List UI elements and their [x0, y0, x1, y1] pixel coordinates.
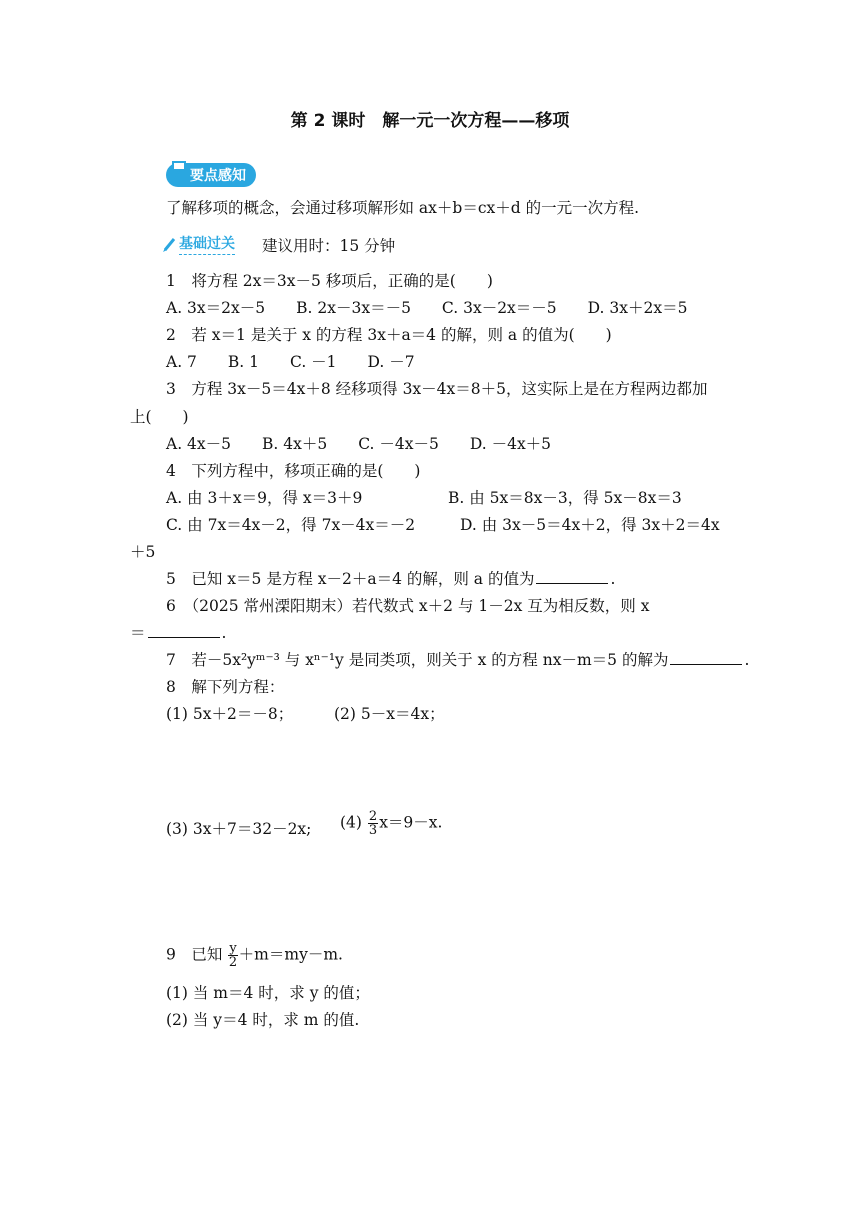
basic-section-label: 基础过关 — [179, 233, 235, 255]
q6-cont — [130, 622, 226, 644]
q9-fraction-numerator: y — [229, 941, 237, 956]
q8-part4-rest: x＝9－x. — [379, 813, 443, 832]
q8-part3: (3) 3x＋7＝32－2x; — [166, 820, 312, 838]
q8-fraction-denominator: 3 — [368, 823, 378, 838]
q6-equals: ＝ — [130, 624, 146, 642]
q4-option-d-cont: ＋5 — [130, 543, 156, 561]
q4-stem: 4 下列方程中，移项正确的是( ) — [166, 462, 421, 480]
q9-rest: ＋m＝my－m. — [238, 945, 343, 964]
q5 — [166, 568, 615, 590]
q7-end: . — [744, 651, 750, 669]
q9-fraction — [228, 942, 237, 969]
q9-part2: (2) 当 y＝4 时，求 m 的值. — [166, 1011, 360, 1029]
q5-end: . — [610, 570, 616, 588]
pushpin-icon — [170, 160, 188, 182]
q4-option-c: C. 由 7x＝4x－2，得 7x－4x＝－2 — [166, 516, 416, 534]
q3-stem-cont: 上( ) — [130, 408, 189, 426]
q4-option-b: B. 由 5x＝8x－3，得 5x－8x＝3 — [448, 489, 682, 507]
q8-fraction — [368, 810, 378, 837]
q1-options: A. 3x＝2x－5 B. 2x－3x＝－5 C. 3x－2x＝－5 D. 3x＋2x＝5 — [166, 299, 688, 317]
q8-part2: (2) 5－x＝4x； — [334, 705, 445, 723]
q3-options: A. 4x－5 B. 4x＋5 C. －4x－5 D. －4x＋5 — [166, 435, 552, 453]
q8-fraction-numerator: 2 — [368, 809, 378, 824]
q8-part4-label: (4) — [340, 813, 362, 832]
q8-part1: (1) 5x＋2＝－8； — [166, 705, 294, 723]
key-points-badge — [166, 163, 256, 187]
q3-stem: 3 方程 3x－5＝4x＋8 经移项得 3x－4x＝8＋5，这实际上是在方程两边都加 — [166, 380, 708, 398]
q9-part1: (1) 当 m＝4 时，求 y 的值； — [166, 984, 370, 1002]
q9-stem — [166, 942, 343, 969]
q8-part4 — [340, 810, 442, 837]
q4-option-a: A. 由 3＋x＝9，得 x＝3＋9 — [166, 489, 363, 507]
q9-fraction-denominator: 2 — [228, 955, 238, 970]
q6-end: . — [221, 624, 227, 642]
suggested-time: 建议用时：15 分钟 — [262, 237, 396, 255]
q2-options: A. 7 B. 1 C. －1 D. －7 — [166, 353, 415, 371]
q6-answer-blank — [148, 623, 220, 638]
q7-answer-blank — [670, 650, 742, 665]
key-points-text: 了解移项的概念，会通过移项解形如 ax＋b＝cx＋d 的一元一次方程. — [166, 199, 640, 217]
pencil-icon — [162, 236, 176, 252]
basic-section-badge — [162, 233, 235, 255]
q7-text: 7 若－5x²yᵐ⁻³ 与 xⁿ⁻¹y 是同类项，则关于 x 的方程 nx－m＝5 的解为 — [166, 651, 669, 669]
q5-answer-blank — [536, 569, 608, 584]
page-title: 第 2 课时 解一元一次方程——移项 — [290, 111, 570, 131]
q5-text: 5 已知 x＝5 是方程 x－2＋a＝4 的解，则 a 的值为 — [166, 570, 535, 588]
q7 — [166, 649, 749, 671]
q1-stem: 1 将方程 2x＝3x－5 移项后，正确的是( ) — [166, 272, 493, 290]
q4-option-d: D. 由 3x－5＝4x＋2，得 3x＋2＝4x — [460, 516, 720, 534]
q2-stem: 2 若 x＝1 是关于 x 的方程 3x＋a＝4 的解，则 a 的值为( ) — [166, 326, 612, 344]
q9-label: 9 已知 — [166, 945, 223, 964]
q6-text: 6 （2025 常州溧阳期末）若代数式 x＋2 与 1－2x 互为相反数，则 x — [166, 597, 650, 615]
key-points-label: 要点感知 — [166, 163, 256, 187]
q8-stem: 8 解下列方程： — [166, 678, 285, 696]
